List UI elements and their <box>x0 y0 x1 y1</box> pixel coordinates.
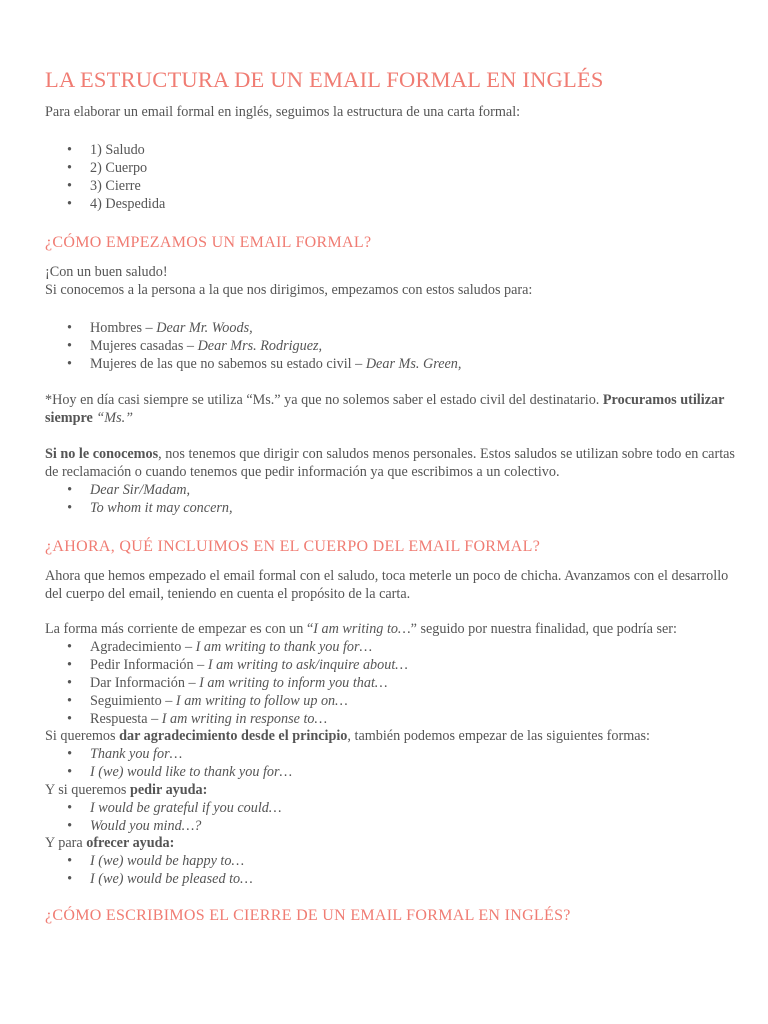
para2-italic: I am writing to… <box>313 621 411 637</box>
purpose-example: I am writing to thank you for… <box>195 639 373 655</box>
note-text: *Hoy en día casi siempre se utiliza “Ms.” ya que no solemos saber el estado civil del destinatario. <box>45 392 603 408</box>
purposes-list <box>45 638 735 728</box>
purpose-example: I am writing to inform you that… <box>199 675 388 691</box>
list-item <box>45 710 735 728</box>
para2-text: La forma más corriente de empezar es con un “ <box>45 621 314 637</box>
help-text: Y si queremos <box>45 782 130 798</box>
offer-intro <box>45 834 735 852</box>
intro-text: Para elaborar un email formal en inglés, seguimos la estructura de una carta formal: <box>45 104 521 120</box>
greeting-example: Dear Mr. Woods, <box>156 320 253 336</box>
greeting-line-2: Si conocemos a la persona a la que nos dirigimos, empezamos con estos saludos para: <box>45 282 533 298</box>
list-item: • 4) Despedida <box>45 195 735 213</box>
list-item <box>45 319 735 337</box>
body-paragraph-1: Ahora que hemos empezado el email formal con el saludo, toca meterle un poco de chicha. Avanzamos con el desarrollo del cuerpo del email, teniendo en cuenta el propósito de la carta. <box>45 568 729 602</box>
greeting-line-1: ¡Con un buen saludo! <box>45 264 168 280</box>
list-item: • I (we) would be pleased to… <box>45 870 735 888</box>
unknown-bold: Si no le conocemos <box>45 446 159 462</box>
list-item: • I (we) would like to thank you for… <box>45 763 735 781</box>
purpose-example: I am writing in response to… <box>161 711 328 727</box>
list-item <box>45 692 735 710</box>
greeting-intro <box>45 263 735 299</box>
ms-note <box>45 391 735 427</box>
list-item: • Would you mind…? <box>45 817 735 835</box>
unknown-rest: , nos tenemos que dirigir con saludos menos personales. Estos saludos se utilizan sobre todo en cartas de reclamación o cuando tenemos que pedir información ya que escribimos a un colectivo. <box>45 446 735 480</box>
thanks-list <box>45 745 735 781</box>
list-item <box>45 674 735 692</box>
thanks-text: Si queremos <box>45 728 120 744</box>
list-item: • I would be grateful if you could… <box>45 799 735 817</box>
list-item <box>45 337 735 355</box>
section-heading-body: ¿AHORA, QUÉ INCLUIMOS EN EL CUERPO DEL EMAIL FORMAL? <box>45 538 541 555</box>
greeting-label: Mujeres casadas – <box>90 338 198 354</box>
list-item: • To whom it may concern, <box>45 499 735 517</box>
list-item: • 1) Saludo <box>45 141 735 159</box>
note-italic: “Ms.” <box>92 410 134 426</box>
greeting-label: Hombres – <box>90 320 157 336</box>
list-item: • I (we) would be happy to… <box>45 852 735 870</box>
greetings-list <box>45 319 735 373</box>
thanks-bold: dar agradecimiento desde el principio <box>119 728 348 744</box>
para2-text-end: ” seguido por nuestra finalidad, que podría ser: <box>410 621 677 637</box>
offer-bold: ofrecer ayuda: <box>86 835 175 851</box>
thanks-text-end: , también podemos empezar de las siguientes formas: <box>347 728 650 744</box>
offer-text: Y para <box>45 835 87 851</box>
help-bold: pedir ayuda: <box>129 782 208 798</box>
list-item: • 3) Cierre <box>45 177 735 195</box>
purpose-label: Agradecimiento – <box>90 639 196 655</box>
help-list <box>45 799 735 835</box>
list-item <box>45 656 735 674</box>
greeting-example: Dear Mrs. Rodriguez, <box>197 338 323 354</box>
list-item: • Thank you for… <box>45 745 735 763</box>
body-paragraph-2 <box>45 620 735 638</box>
greeting-example: Dear Ms. Green, <box>365 356 462 372</box>
purpose-label: Respuesta – <box>90 711 162 727</box>
list-item <box>45 355 735 373</box>
purpose-example: I am writing to follow up on… <box>175 693 348 709</box>
structure-list <box>45 141 735 213</box>
list-item: • Dear Sir/Madam, <box>45 481 735 499</box>
purpose-label: Seguimiento – <box>90 693 176 709</box>
section-heading-start: ¿CÓMO EMPEZAMOS UN EMAIL FORMAL? <box>45 234 372 251</box>
purpose-label: Pedir Información – <box>90 657 208 673</box>
purpose-example: I am writing to ask/inquire about… <box>207 657 408 673</box>
help-intro <box>45 781 735 799</box>
page-title: LA ESTRUCTURA DE UN EMAIL FORMAL EN INGLÉS <box>45 67 604 92</box>
impersonal-list <box>45 481 735 517</box>
list-item: • 2) Cuerpo <box>45 159 735 177</box>
note-bold: Procuramos utilizar siempre <box>45 392 725 426</box>
list-item <box>45 638 735 656</box>
thanks-intro <box>45 727 735 745</box>
greeting-label: Mujeres de las que no sabemos su estado civil – <box>90 356 366 372</box>
offer-list <box>45 852 735 888</box>
purpose-label: Dar Información – <box>90 675 200 691</box>
unknown-recipient-text <box>45 445 735 481</box>
section-heading-closing: ¿CÓMO ESCRIBIMOS EL CIERRE DE UN EMAIL FORMAL EN INGLÉS? <box>45 907 571 924</box>
